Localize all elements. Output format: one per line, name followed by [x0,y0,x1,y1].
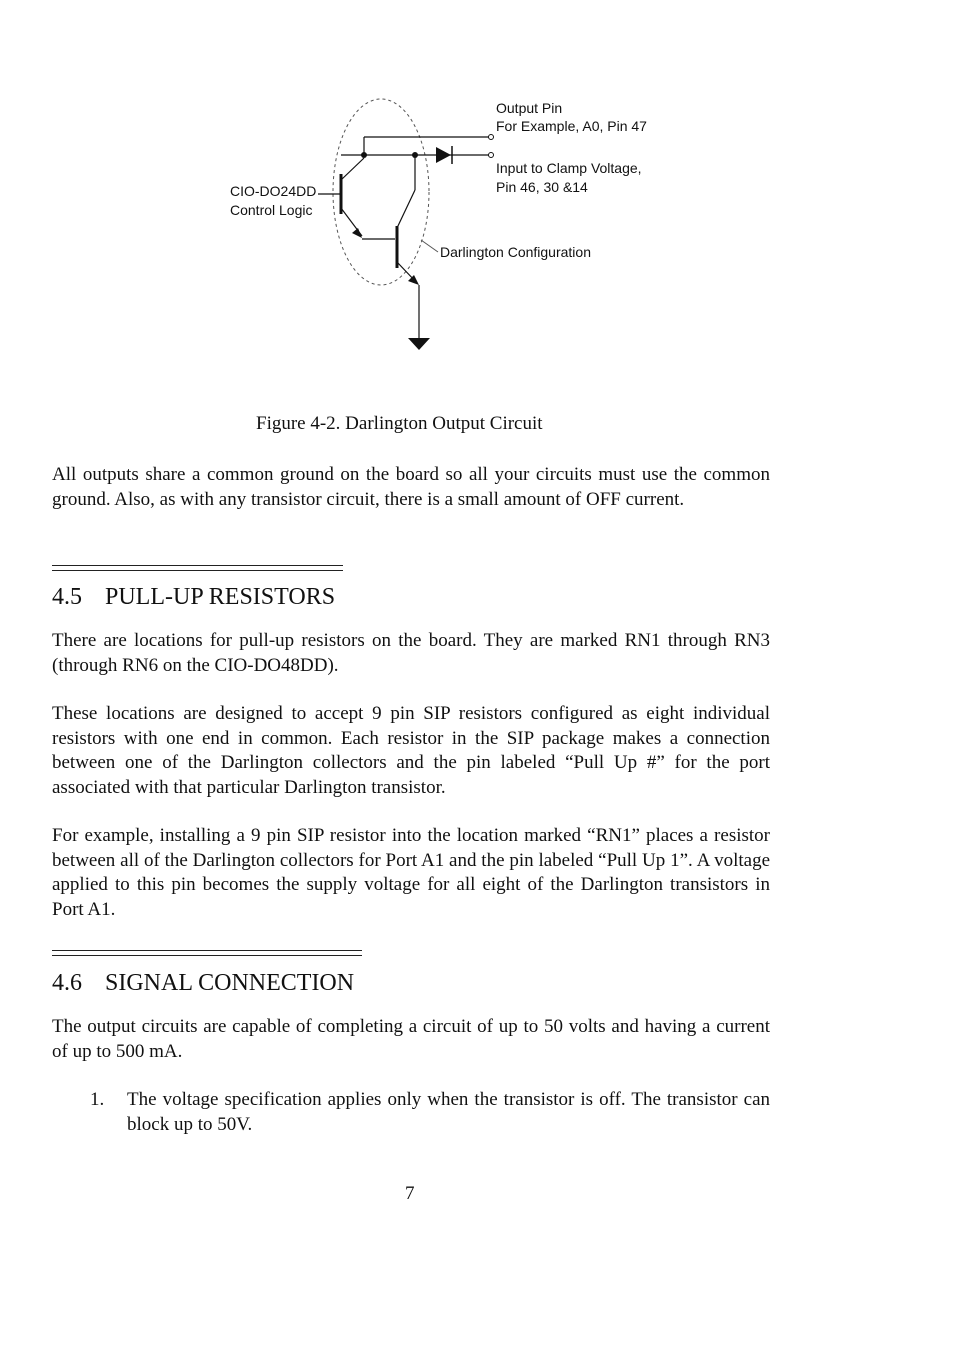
control-label-line2: Control Logic [230,202,313,218]
darlington-circuit-diagram [0,0,954,400]
control-label-line1: CIO-DO24DD [230,183,317,199]
section-divider [52,950,362,956]
output-example-label: For Example, A0, Pin 47 [496,118,647,134]
intro-paragraph: All outputs share a common ground on the board so all your circuits must use the common ground. Also, as with any transistor circuit, there is a small amount of OFF current. [52,464,770,510]
list-item-text: The voltage specification applies only when the transistor is off. The transistor can block up to 50V. [127,1089,770,1135]
output-pin-label: Output Pin [496,100,563,116]
figure-caption: Figure 4-2. Darlington Output Circuit [256,413,543,434]
section-heading-4-6 [52,970,354,997]
ground-arrow-icon [408,338,430,350]
paragraph: These locations are designed to accept 9 pin SIP resistors configured as eight individual resistors with one end in common. Each resistor in the SIP package makes a connection between one of the Darlington collectors and the pin labeled “Pull Up #” for the port associated with that particular Darlington transistor. [52,703,770,798]
clamp-pins-label: Pin 46, 30 &14 [496,179,588,195]
junction-dot [361,152,367,158]
clamp-diode-icon [436,147,451,163]
section-number: 4.6 [52,970,82,996]
emitter-arrow-icon [408,275,419,285]
section-heading-4-5 [52,584,335,611]
section-title: SIGNAL CONNECTION [105,970,355,996]
paragraph: For example, installing a 9 pin SIP resistor into the location marked “RN1” places a resistor between all of the Darlington collectors for Port A1 and the pin labeled “Pull Up 1”. A voltage applied to this pin becomes the supply voltage for all eight of the Darlington transistors in Port A1. [52,825,770,920]
section-number: 4.5 [52,584,82,610]
paragraph: The output circuits are capable of completing a circuit of up to 50 volts and having a current of up to 500 mA. [52,1016,770,1062]
darlington-label: Darlington Configuration [440,244,591,260]
output-pin-terminal [489,135,494,140]
list-marker: 1. [90,1089,105,1110]
clamp-input-label: Input to Clamp Voltage, [496,160,642,176]
clamp-pin-terminal [489,153,494,158]
section-divider [52,565,343,571]
section-title: PULL-UP RESISTORS [105,584,336,610]
paragraph: There are locations for pull-up resistors on the board. They are marked RN1 through RN3 (through RN6 on the CIO-DO48DD). [52,630,770,676]
page-number: 7 [405,1183,415,1204]
